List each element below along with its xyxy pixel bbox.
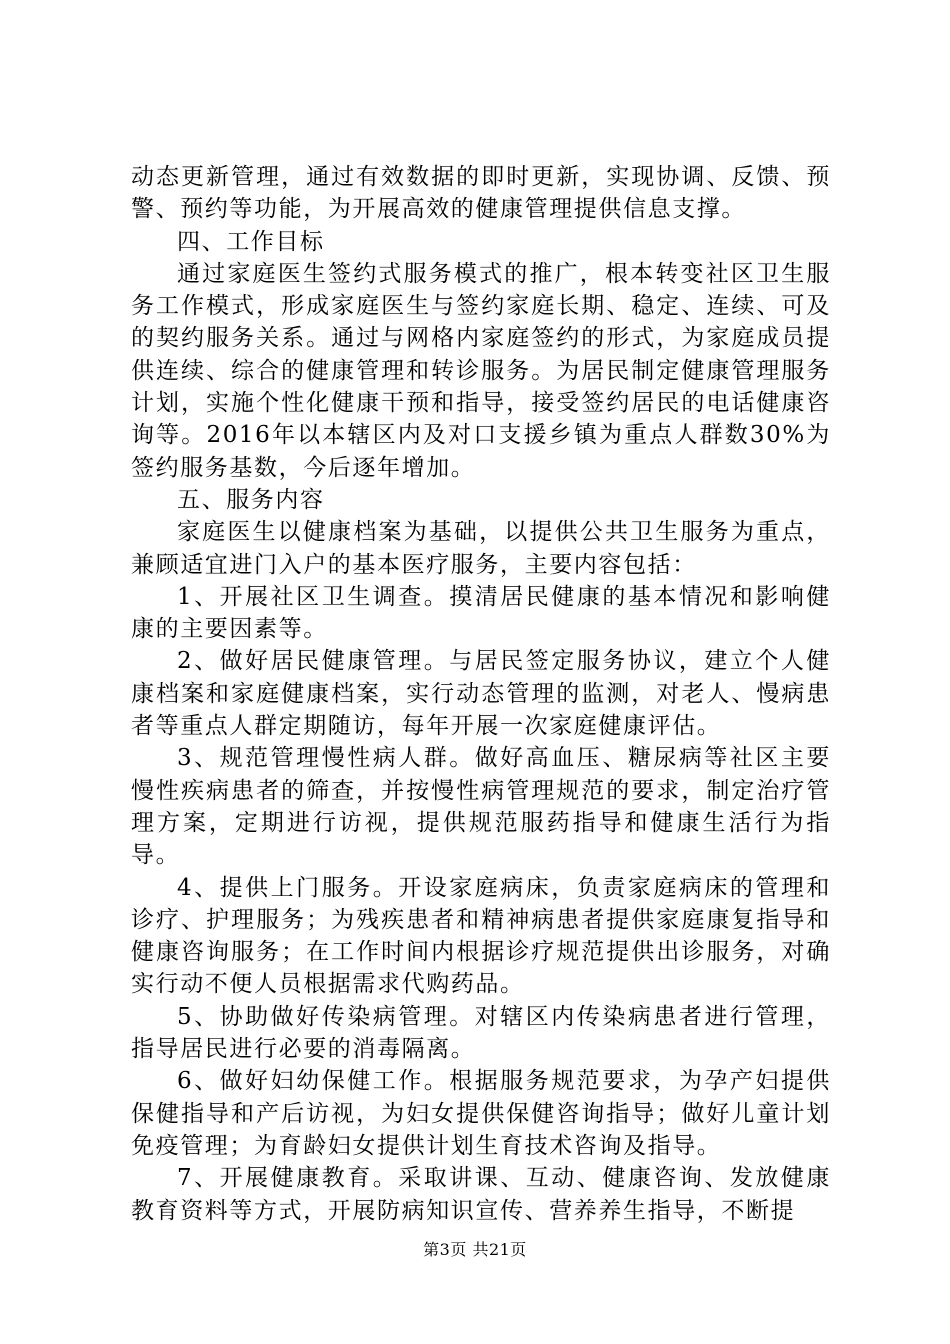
service-item-3: 3、规范管理慢性病人群。做好高血压、糖尿病等社区主要慢性疾病患者的筛查，并按慢性病管理规范的要求，制定治疗管理方案，定期进行访视，提供规范服药指导和健康生活行为指导。 (131, 745, 831, 869)
service-item-1: 1、开展社区卫生调查。摸清居民健康的基本情况和影响健康的主要因素等。 (131, 583, 831, 643)
service-item-2: 2、做好居民健康管理。与居民签定服务协议，建立个人健康档案和家庭健康档案，实行动态管理的监测，对老人、慢病患者等重点人群定期随访，每年开展一次家庭健康评估。 (131, 648, 831, 740)
service-item-6: 6、做好妇幼保健工作。根据服务规范要求，为孕产妇提供保健指导和产后访视，为妇女提供保健咨询指导；做好儿童计划免疫管理；为育龄妇女提供计划生育技术咨询及指导。 (131, 1068, 831, 1159)
services-intro-paragraph: 家庭医生以健康档案为基础，以提供公共卫生服务为重点，兼顾适宜进门入户的基本医疗服务，主要内容包括： (131, 519, 831, 578)
document-body (131, 161, 831, 1227)
section-heading-services: 五、服务内容 (177, 486, 325, 513)
continued-paragraph: 动态更新管理，通过有效数据的即时更新，实现协调、反馈、预警、预约等功能，为开展高效的健康管理提供信息支撑。 (131, 164, 831, 223)
section-heading-goals: 四、工作目标 (177, 228, 325, 255)
service-item-7: 7、开展健康教育。采取讲课、互动、健康咨询、发放健康教育资料等方式，开展防病知识宣传、营养养生指导，不断提 (131, 1165, 831, 1224)
goals-paragraph: 通过家庭医生签约式服务模式的推广，根本转变社区卫生服务工作模式，形成家庭医生与签约家庭长期、稳定、连续、可及的契约服务关系。通过与网格内家庭签约的形式，为家庭成员提供连续、综合的健康管理和转诊服务。为居民制定健康管理服务计划，实施个性化健康干预和指导，接受签约居民的电话健康咨询等。2016年以本辖区内及对口支援乡镇为重点人群数30%为签约服务基数，今后逐年增加。 (131, 260, 831, 481)
service-item-4: 4、提供上门服务。开设家庭病床，负责家庭病床的管理和诊疗、护理服务；为残疾患者和精神病患者提供家庭康复指导和健康咨询服务；在工作时间内根据诊疗规范提供出诊服务，对确实行动不便人员根据需求代购药品。 (131, 874, 831, 998)
service-item-5: 5、协助做好传染病管理。对辖区内传染病患者进行管理，指导居民进行必要的消毒隔离。 (131, 1003, 831, 1063)
page-number-footer: 第3页 共21页 (423, 1240, 527, 1259)
